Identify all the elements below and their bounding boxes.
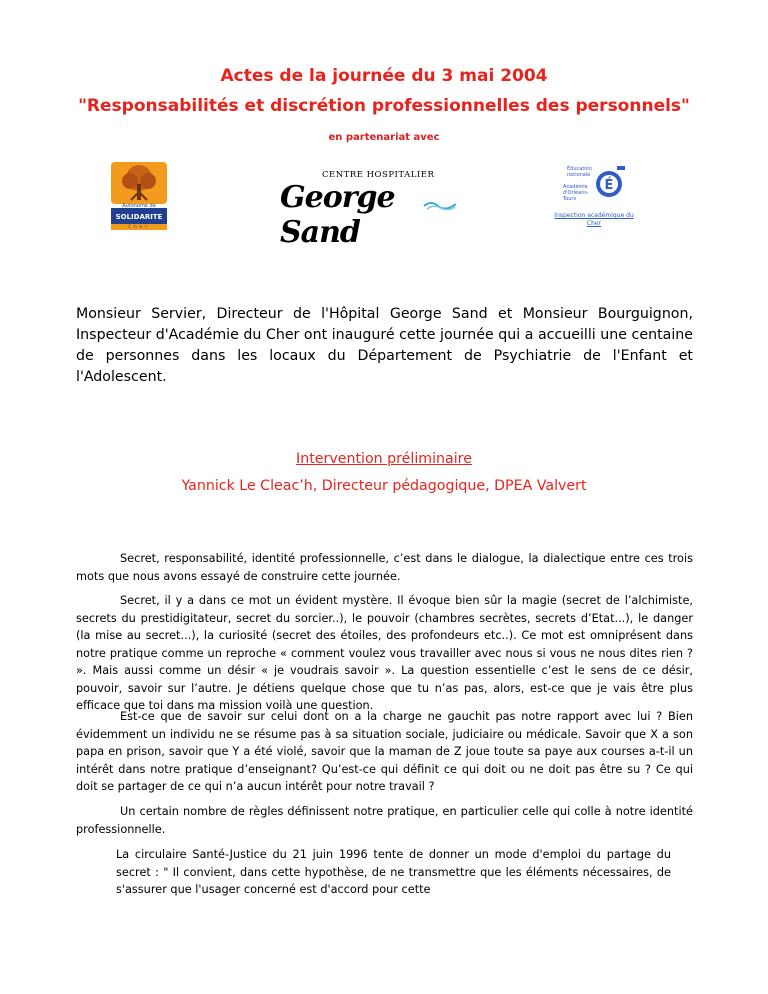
document-subtitle: "Responsabilités et discrétion professionnelles des personnels" [78, 96, 690, 116]
logo-right-line2: Académie d'Orléans-Tours [563, 184, 589, 202]
logo-right-line1: Éducation nationale [567, 166, 592, 178]
logo-mid-line1: CENTRE HOSPITALIER [322, 170, 435, 180]
wave-icon [423, 198, 457, 210]
logo-left-word3: Cher [128, 224, 150, 229]
paragraph: Un certain nombre de règles définissent notre pratique, en particulier celle qui colle à notre identité professionnelle. [76, 805, 693, 836]
george-sand-logo [278, 170, 458, 250]
speaker-line: Yannick Le Cleac’h, Directeur pédagogique, DPEA Valvert [181, 478, 587, 494]
intro-paragraph: Monsieur Servier, Directeur de l'Hôpital George Sand et Monsieur Bourguignon, Inspecteur d'Académie du Cher ont inauguré cette journée qui a accueilli une centaine de personnes dans les locaux du Département de Psychiatrie de l'Enfant et l'Adolescent. [76, 306, 693, 385]
logo-mid-line2: George Sand [280, 180, 395, 250]
solidarite-logo [108, 160, 170, 232]
paragraph: Est-ce que de savoir sur celui dont on a la charge ne gauchit pas notre rapport avec lui ? Bien évidemment un individu ne se résume pas à sa situation sociale, judiciaire ou médicale. Savoir que X a son papa en prison, savoir que Y a été violé, savoir que la maman de Z joue toute sa paye aux courses a-t-il un intérêt dans notre pratique d’enseignant? Qu’est-ce qui définit ce qui doit ou ne doit pas être su ? Ce qui doit se partager de ce qui n’a aucun intérêt pour notre travail ? [76, 710, 693, 793]
education-nationale-logo [543, 160, 645, 230]
partnership-label: en partenariat avec [328, 132, 440, 143]
svg-text:É: É [604, 178, 614, 193]
logo-left-word2: SOLIDARITE [115, 213, 163, 221]
logo-right-line3: Inspection académique du Cher [554, 212, 634, 227]
paragraph: Secret, il y a dans ce mot un évident mystère. Il évoque bien sûr la magie (secret de l’alchimiste, secrets du prestidigitateur, secret du sorcier..), le pouvoir (chambres secrètes, secrets d’Etat...), le danger (la mise au secret...), la curiosité (secret des étoiles, des profondeurs etc..). Ce mot est omniprésent dans notre pratique comme un reproche « comment voulez vous travailler avec nous si vous ne nous dites rien ? ». Mais aussi comme un désir « je voudrais savoir ». La question essentielle c’est le sens de ce désir, pouvoir, savoir sur l’autre. Je détiens quelque chose que tu n’as pas, alors, est-ce que je vais être plus efficace que toi dans ma mission voilà une question. [76, 594, 693, 712]
logo-left-word1: Autonome de [122, 203, 156, 209]
paragraph: Secret, responsabilité, identité professionnelle, c’est dans le dialogue, la dialectique entre ces trois mots que nous avons essayé de construire cette journée. [76, 552, 693, 583]
solidarite-tree-icon [108, 160, 170, 232]
quote-paragraph: La circulaire Santé-Justice du 21 juin 1996 tente de donner un mode d'emploi du partage du secret : " Il convient, dans cette hypothèse, de ne transmettre que les éléments nécessaires, de s'assurer que l'usager concerné est d'accord pour cette [116, 848, 671, 896]
document-title: Actes de la journée du 3 mai 2004 [220, 66, 548, 86]
section-heading: Intervention préliminaire [296, 451, 472, 467]
